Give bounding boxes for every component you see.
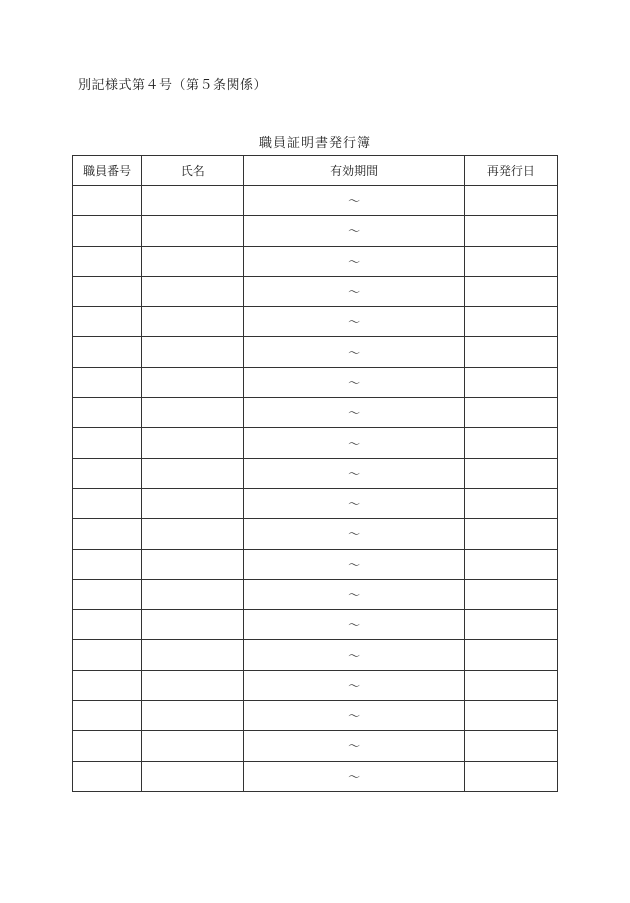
reissue-date-cell	[464, 216, 557, 246]
issuance-register-table	[72, 155, 558, 792]
validity-period-cell: ～	[244, 640, 464, 670]
validity-period-cell: ～	[244, 549, 464, 579]
table-body	[73, 186, 558, 792]
reissue-date-cell	[464, 428, 557, 458]
employee-number-cell	[73, 186, 142, 216]
name-cell	[142, 398, 244, 428]
name-cell	[142, 458, 244, 488]
validity-period-cell: ～	[244, 519, 464, 549]
name-cell	[142, 307, 244, 337]
document-title: 職員証明書発行簿	[258, 136, 371, 151]
table-header	[73, 156, 558, 186]
validity-period-cell: ～	[244, 701, 464, 731]
table-row	[73, 367, 558, 397]
table-row	[73, 701, 558, 731]
employee-number-cell	[73, 428, 142, 458]
employee-number-cell	[73, 519, 142, 549]
validity-period-cell: ～	[244, 488, 464, 518]
reissue-date-cell	[464, 731, 557, 761]
employee-number-cell	[73, 731, 142, 761]
name-cell	[142, 549, 244, 579]
validity-period-cell: ～	[244, 670, 464, 700]
name-cell	[142, 337, 244, 367]
validity-period-cell: ～	[244, 428, 464, 458]
employee-number-cell	[73, 610, 142, 640]
reissue-date-cell	[464, 458, 557, 488]
employee-number-cell	[73, 398, 142, 428]
validity-period-cell: ～	[244, 276, 464, 306]
reissue-date-cell	[464, 549, 557, 579]
reissue-date-cell	[464, 186, 557, 216]
employee-number-cell	[73, 761, 142, 791]
reissue-date-cell	[464, 761, 557, 791]
table-row	[73, 337, 558, 367]
table-row	[73, 307, 558, 337]
table-row	[73, 186, 558, 216]
employee-number-cell	[73, 246, 142, 276]
validity-period-cell: ～	[244, 307, 464, 337]
reissue-date-cell	[464, 337, 557, 367]
name-cell	[142, 519, 244, 549]
table-row	[73, 488, 558, 518]
employee-number-cell	[73, 670, 142, 700]
reissue-date-cell	[464, 640, 557, 670]
table-row	[73, 549, 558, 579]
name-cell	[142, 640, 244, 670]
validity-period-cell: ～	[244, 579, 464, 609]
reissue-date-cell	[464, 367, 557, 397]
employee-number-cell	[73, 307, 142, 337]
validity-period-cell: ～	[244, 458, 464, 488]
reissue-date-cell	[464, 701, 557, 731]
employee-number-cell	[73, 488, 142, 518]
employee-number-cell	[73, 458, 142, 488]
header-employee-number: 職員番号	[73, 156, 142, 186]
validity-period-cell: ～	[244, 337, 464, 367]
table-row	[73, 276, 558, 306]
header-validity-period: 有効期間	[244, 156, 464, 186]
name-cell	[142, 488, 244, 518]
name-cell	[142, 610, 244, 640]
table-row	[73, 428, 558, 458]
validity-period-cell: ～	[244, 367, 464, 397]
name-cell	[142, 428, 244, 458]
reissue-date-cell	[464, 670, 557, 700]
employee-number-cell	[73, 337, 142, 367]
name-cell	[142, 216, 244, 246]
table-row	[73, 761, 558, 791]
employee-number-cell	[73, 367, 142, 397]
reissue-date-cell	[464, 519, 557, 549]
employee-number-cell	[73, 579, 142, 609]
validity-period-cell: ～	[244, 610, 464, 640]
reissue-date-cell	[464, 488, 557, 518]
reissue-date-cell	[464, 610, 557, 640]
name-cell	[142, 670, 244, 700]
name-cell	[142, 367, 244, 397]
name-cell	[142, 579, 244, 609]
validity-period-cell: ～	[244, 186, 464, 216]
table-row	[73, 579, 558, 609]
employee-number-cell	[73, 549, 142, 579]
table-row	[73, 398, 558, 428]
table-row	[73, 610, 558, 640]
table-row	[73, 458, 558, 488]
reissue-date-cell	[464, 579, 557, 609]
reissue-date-cell	[464, 398, 557, 428]
table-row	[73, 640, 558, 670]
form-number-label: 別記様式第４号（第５条関係）	[78, 78, 268, 93]
reissue-date-cell	[464, 246, 557, 276]
table-row	[73, 216, 558, 246]
employee-number-cell	[73, 276, 142, 306]
table-row	[73, 731, 558, 761]
name-cell	[142, 701, 244, 731]
employee-number-cell	[73, 640, 142, 670]
table-row	[73, 246, 558, 276]
name-cell	[142, 731, 244, 761]
validity-period-cell: ～	[244, 246, 464, 276]
employee-number-cell	[73, 216, 142, 246]
employee-number-cell	[73, 701, 142, 731]
header-row	[73, 156, 558, 186]
name-cell	[142, 761, 244, 791]
table-row	[73, 670, 558, 700]
name-cell	[142, 186, 244, 216]
validity-period-cell: ～	[244, 761, 464, 791]
validity-period-cell: ～	[244, 398, 464, 428]
reissue-date-cell	[464, 276, 557, 306]
header-name: 氏名	[142, 156, 244, 186]
name-cell	[142, 246, 244, 276]
name-cell	[142, 276, 244, 306]
validity-period-cell: ～	[244, 731, 464, 761]
reissue-date-cell	[464, 307, 557, 337]
validity-period-cell: ～	[244, 216, 464, 246]
header-reissue-date: 再発行日	[464, 156, 557, 186]
table-row	[73, 519, 558, 549]
